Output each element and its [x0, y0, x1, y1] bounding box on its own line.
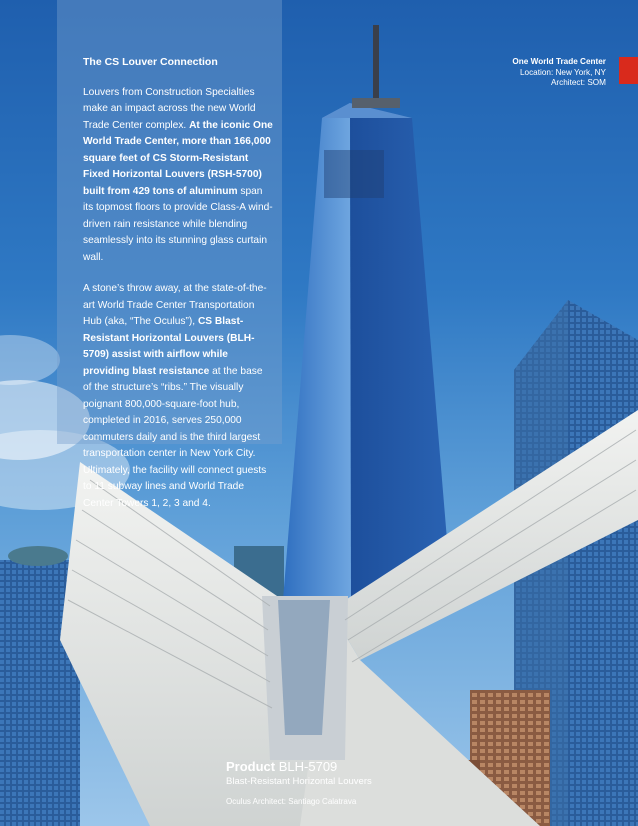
sidebar-article — [83, 54, 273, 527]
paragraph-1-end: span its topmost floors to provide Class-A wind-driven rain resistance while blending seamlessly into its stunning glass curtain wall. — [83, 185, 273, 263]
product-caption — [226, 759, 372, 788]
paragraph-1-highlight: At the iconic One World Trade Center, more than 166,000 square feet of CS Storm-Resistant Fixed Horizontal Louvers (RSH-5700) built from 429 tons of aluminum — [83, 119, 273, 197]
one-wtc-spire — [373, 25, 379, 105]
sidebar-heading: The CS Louver Connection — [83, 56, 218, 68]
one-wtc-louvers — [324, 150, 384, 198]
paragraph-2-end: at the base of the structure’s “ribs.” The visually poignant 800,000-square-foot hub, completed in 2016, serves 250,000 commuters daily and is the third largest transportation center in New York City. Ultimately, the facility will connect guests to 11 subway lines and World Trade Center Towers 1, 2, 3 and 4. — [83, 365, 267, 509]
paragraph-1-intro: Louvers from Construction Specialties make an impact across the new World Trade Center complex. — [83, 86, 256, 131]
cloud — [0, 335, 60, 385]
product-description: Blast-Resistant Horizontal Louvers — [226, 776, 372, 787]
paragraph-2-highlight: CS Blast-Resistant Horizontal Louvers (BLH-5709) assist with airflow while providing blast resistance — [83, 316, 255, 377]
location-title: One World Trade Center — [512, 57, 606, 66]
oculus-spine-glass — [278, 600, 330, 735]
product-code: BLH-5709 — [278, 759, 338, 774]
location-text: Location: New York, NY — [519, 67, 606, 77]
product-label: Product — [226, 759, 276, 774]
sidebar-paragraph-2 — [83, 281, 273, 512]
location-caption — [512, 57, 606, 89]
left-building-dome — [8, 546, 68, 566]
sidebar-paragraph-1 — [83, 85, 273, 267]
oculus-architect-credit: Oculus Architect: Santiago Calatrava — [226, 797, 357, 806]
accent-tab — [619, 57, 638, 84]
product-line — [226, 759, 372, 775]
location-architect: Architect: SOM — [550, 78, 606, 87]
one-wtc-spire-base — [352, 98, 400, 108]
paragraph-2-intro: A stone’s throw away, at the state-of-the-art World Trade Center Transportation Hub (aka, “The Oculus”), — [83, 283, 267, 327]
